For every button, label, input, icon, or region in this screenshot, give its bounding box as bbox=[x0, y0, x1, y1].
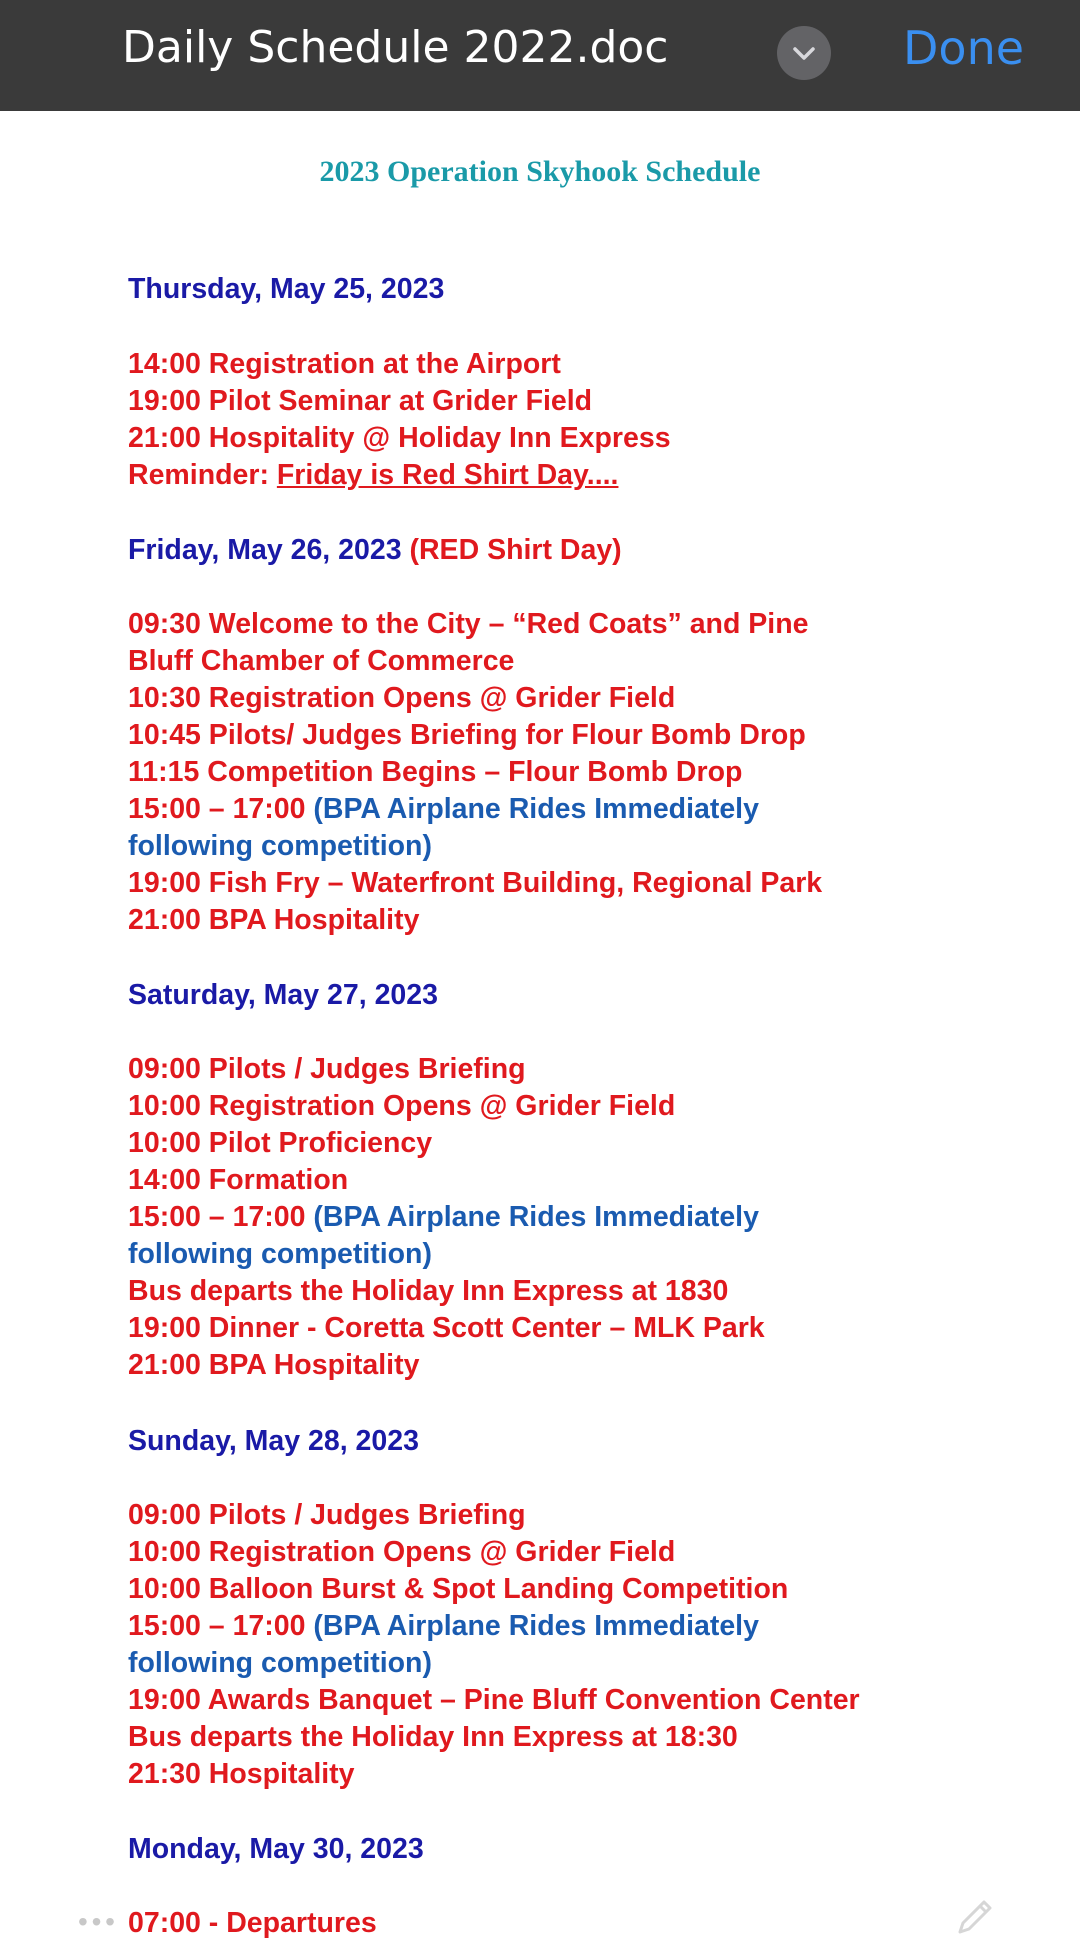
schedule-line bbox=[128, 1199, 759, 1236]
event-note: (BPA Airplane Rides Immediately bbox=[313, 1201, 759, 1233]
title-menu-button[interactable] bbox=[777, 26, 831, 80]
schedule-line: 09:30 Welcome to the City – “Red Coats” and Pine bbox=[128, 608, 809, 640]
schedule-line: Bus departs the Holiday Inn Express at 1830 bbox=[128, 1275, 729, 1307]
schedule-line: 14:00 Formation bbox=[128, 1164, 349, 1196]
schedule-line bbox=[128, 791, 759, 828]
day-header-saturday: Saturday, May 27, 2023 bbox=[128, 979, 438, 1011]
schedule-line: 19:00 Dinner - Coretta Scott Center – MLK Park bbox=[128, 1312, 765, 1344]
schedule-line: following competition) bbox=[128, 1238, 432, 1270]
schedule-line: 19:00 Awards Banquet – Pine Bluff Convention Center bbox=[128, 1684, 860, 1716]
event-note: (BPA Airplane Rides Immediately bbox=[313, 1610, 759, 1642]
day-header-monday: Monday, May 30, 2023 bbox=[128, 1833, 424, 1865]
day-header-thursday: Thursday, May 25, 2023 bbox=[128, 273, 445, 305]
reminder-link[interactable]: Friday is Red Shirt Day.... bbox=[276, 459, 619, 491]
schedule-line: 21:00 Hospitality @ Holiday Inn Express bbox=[128, 422, 671, 454]
schedule-line bbox=[128, 1608, 759, 1645]
event-time: 15:00 – 17:00 bbox=[128, 793, 314, 825]
document-heading: 2023 Operation Skyhook Schedule bbox=[319, 155, 761, 188]
day-header-note: (RED Shirt Day) bbox=[401, 534, 622, 566]
chevron-down-icon bbox=[790, 41, 818, 65]
event-time: 15:00 – 17:00 bbox=[128, 1201, 314, 1233]
event-note: (BPA Airplane Rides Immediately bbox=[313, 793, 759, 825]
schedule-line: 10:45 Pilots/ Judges Briefing for Flour Bomb Drop bbox=[128, 719, 806, 751]
document-title[interactable]: Daily Schedule 2022.doc bbox=[122, 22, 669, 73]
schedule-line: 19:00 Fish Fry – Waterfront Building, Regional Park bbox=[128, 867, 823, 899]
schedule-line: following competition) bbox=[128, 1647, 432, 1679]
schedule-line: 09:00 Pilots / Judges Briefing bbox=[128, 1053, 526, 1085]
schedule-line: 21:30 Hospitality bbox=[128, 1758, 355, 1790]
schedule-line: 10:30 Registration Opens @ Grider Field bbox=[128, 682, 676, 714]
done-button[interactable]: Done bbox=[903, 21, 1025, 75]
reminder-line bbox=[128, 457, 618, 494]
event-time: 15:00 – 17:00 bbox=[128, 1610, 314, 1642]
schedule-line: 07:00 - Departures bbox=[128, 1907, 377, 1939]
schedule-line: Bus departs the Holiday Inn Express at 18:30 bbox=[128, 1721, 738, 1753]
schedule-line: 10:00 Pilot Proficiency bbox=[128, 1127, 433, 1159]
schedule-line: 11:15 Competition Begins – Flour Bomb Drop bbox=[128, 756, 743, 788]
day-header-sunday: Sunday, May 28, 2023 bbox=[128, 1425, 419, 1457]
schedule-line: following competition) bbox=[128, 830, 432, 862]
day-header-date: Friday, May 26, 2023 bbox=[128, 534, 402, 566]
schedule-line: Bluff Chamber of Commerce bbox=[128, 645, 515, 677]
schedule-line: 21:00 BPA Hospitality bbox=[128, 1349, 420, 1381]
schedule-line: 10:00 Balloon Burst & Spot Landing Competition bbox=[128, 1573, 789, 1605]
schedule-line: 19:00 Pilot Seminar at Grider Field bbox=[128, 385, 593, 417]
day-header-friday bbox=[128, 532, 622, 569]
reminder-prefix: Reminder: bbox=[128, 459, 277, 491]
schedule-line: 21:00 BPA Hospitality bbox=[128, 904, 420, 936]
schedule-line: 14:00 Registration at the Airport bbox=[128, 348, 561, 380]
pencil-icon[interactable] bbox=[948, 1892, 1000, 1944]
top-bar bbox=[0, 0, 1080, 111]
schedule-line: 09:00 Pilots / Judges Briefing bbox=[128, 1499, 526, 1531]
schedule-line: 10:00 Registration Opens @ Grider Field bbox=[128, 1090, 676, 1122]
more-dots-icon[interactable]: • • • bbox=[78, 1906, 113, 1937]
schedule-line: 10:00 Registration Opens @ Grider Field bbox=[128, 1536, 676, 1568]
